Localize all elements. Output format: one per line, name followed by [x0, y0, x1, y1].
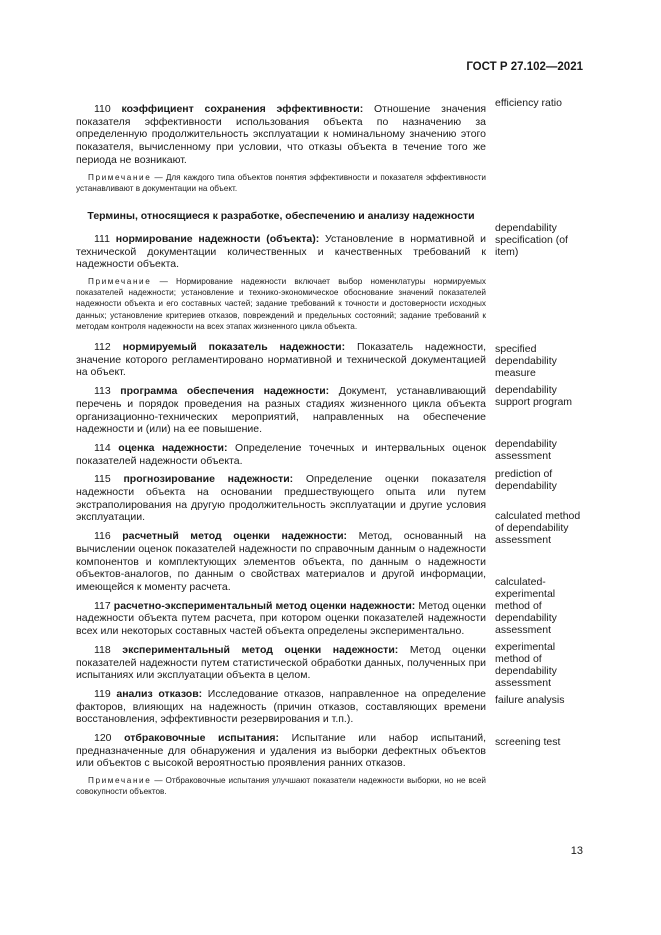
- term-119-title: анализ отказов:: [116, 687, 203, 700]
- term-119: 119 анализ отказов: Исследование отказов, направленное на определение факторов, влияющих на надежность (причин отказов, составляющих времени восстановления, эффективности резервирования и т.п.).: [76, 687, 487, 726]
- term-120-title: отбраковочные испытания:: [124, 732, 280, 745]
- english-114: dependability assessment: [495, 438, 557, 462]
- term-112-title: нормируемый показатель надежности:: [122, 341, 346, 354]
- english-116: calculated method of dependability assessment: [495, 510, 581, 546]
- english-113: dependability support program: [495, 384, 573, 408]
- main-text-column: [76, 97, 486, 798]
- term-115: 115 прогнозирование надежности: Определение оценки показателя надежности объекта на основании предшествующего опыта или путем экстраполирования на другую продолжительность эксплуатации и другие условия эксплуатации.: [76, 473, 487, 524]
- term-114: 114 оценка надежности: Определение точечных и интервальных оценок показателей надежности объекта.: [76, 441, 487, 467]
- term-113: 113 программа обеспечения надежности: Документ, устанавливающий перечень и порядок проведения на разных стадиях жизненного цикла объекта организационно-технических мероприятий, направленных на обеспечение надежности и (или) на ее повышение.: [76, 385, 487, 436]
- term-111: 111 нормирование надежности (объекта): Установление в нормативной и технической документации количественных и качественных требований к надежности объекта. Примечание — Нормирование надежности включает выбор номенклатуры нормируемых показателей надежности; установление и технико-экономическое обоснование значений показателей надежности объекта и его составных частей; задание требований к точности и достоверности исходных данных; установление критериев отказов, повреждений и предельных состояний; задание требований к методам контроля надежности на всех этапах жизненного цикла объекта.: [76, 232, 486, 331]
- english-117: calculated-experimental method of dependability assessment: [495, 576, 557, 636]
- section-title: Термины, относящиеся к разработке, обеспечению и анализу надежности: [87, 209, 475, 222]
- term-110-note: Примечание — Для каждого типа объектов понятия эффективности и показателя эффективности устанавливают в документации на объект.: [76, 172, 487, 193]
- english-120: screening test: [495, 736, 561, 748]
- english-118: experimental method of dependability assessment: [495, 641, 557, 689]
- english-110: efficiency ratio: [495, 97, 562, 109]
- standard-header: ГОСТ Р 27.102—2021: [466, 61, 583, 73]
- term-120: 120 отбраковочные испытания: Испытание или набор испытаний, предназначенные для обнаружения и удаления из выборки дефектных объектов или объектов с высокой вероятностью проявления ранних отказов. Примечание — Отбраковочные испытания улучшают показатели надежности выборки, но не всей совокупности объектов.: [76, 732, 487, 797]
- term-110-title: коэффициент сохранения эффективности:: [121, 103, 364, 115]
- term-111-note: Примечание — Нормирование надежности включает выбор номенклатуры нормируемых показателей надежности; установление и технико-экономическое обоснование значений показателей надежности объекта и его составных частей; задание требований к точности и достоверности исходных данных; установление критериев отказов, повреждений и предельных состояний; задание требований к методам контроля надежности на всех этапах жизненного цикла объекта.: [76, 277, 486, 331]
- term-112: 112 нормируемый показатель надежности: Показатель надежности, значение которого регламентировано нормативной и технической документацией на объект.: [76, 341, 486, 379]
- term-110: 110 коэффициент сохранения эффективности: Отношение значения показателя эффективности использования объекта по назначению за определенную продолжительность эксплуатации к номинальному значению этого показателя, вычисленному при условии, что отказы объекта в течение того же периода не возникают. Примечание — Для каждого типа объектов понятия эффективности и показателя эффективности устанавливают в документации на объект.: [76, 103, 487, 193]
- page-number: 13: [570, 845, 583, 857]
- term-111-title: нормирование надежности (объекта):: [115, 232, 320, 245]
- english-112: specified dependability measure: [495, 343, 557, 379]
- term-120-note: Примечание — Отбраковочные испытания улучшают показатели надежности выборки, но не всей совокупности объектов.: [76, 776, 486, 797]
- term-114-title: оценка надежности:: [118, 441, 228, 454]
- term-117-title: расчетно-экспериментальный метод оценки надежности:: [113, 599, 416, 612]
- term-115-title: прогнозирование надежности:: [123, 473, 294, 486]
- term-117: 117 расчетно-экспериментальный метод оценки надежности: Метод оценки надежности объекта путем расчета, при котором оценки показателей надежности всех или некоторых составных частей объекта определены экспериментально.: [76, 599, 486, 638]
- english-115: prediction of dependability: [495, 468, 557, 492]
- term-116-title: расчетный метод оценки надежности:: [122, 530, 348, 543]
- term-118: 118 экспериментальный метод оценки надежности: Метод оценки показателей надежности путем статистической обработки данных, полученных при испытаниях или эксплуатации объекта в целом.: [76, 643, 486, 682]
- term-113-title: программа обеспечения надежности:: [120, 385, 330, 398]
- term-118-title: экспериментальный метод оценки надежности:: [122, 643, 399, 656]
- term-116: 116 расчетный метод оценки надежности: Метод, основанный на вычислении оценок показателей надежности по справочным данным о надежности компонентов и комплектующих элементов объекта, по данным о надежности объектов-аналогов, по данным о свойствах материалов и другой информации, имеющейся к моменту расчета.: [76, 530, 486, 593]
- english-111: dependability specification (of item): [495, 222, 568, 258]
- english-119: failure analysis: [495, 694, 565, 706]
